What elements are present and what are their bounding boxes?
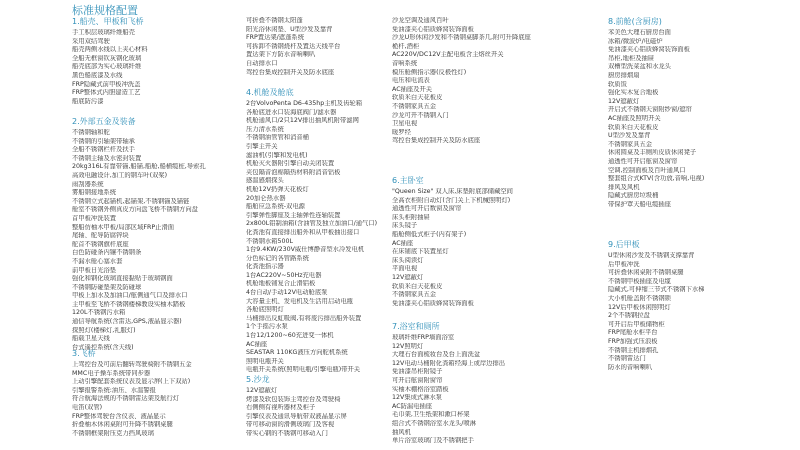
- list-item: 化粪池有直接排出船外和从甲板抽出接口: [246, 228, 360, 236]
- section-title-hull: 1.船壳、甲板和飞桥: [72, 17, 144, 26]
- list-item: AC插座及开关: [392, 85, 433, 93]
- list-item: 免油漆夹心铝质蜂窝装饰面板: [608, 46, 690, 54]
- list-item: 12V照明灯: [392, 342, 424, 350]
- list-item: 卫星电视: [392, 120, 418, 128]
- list-item: 防水的音响喇叭: [608, 363, 653, 371]
- list-item: 不漏水舱心塞水套: [72, 257, 123, 265]
- list-item: 暖罗经: [392, 128, 411, 136]
- list-item: 开启式不锈钢天窗附纱窗/遮帘: [608, 106, 692, 114]
- list-item: 机舱通风口/2只12V排出抽风机附带滤网: [246, 117, 359, 125]
- page-title: 标准规格配置: [72, 4, 138, 17]
- list-item: 1个手摇污水泵: [246, 323, 288, 331]
- list-item: 12V集成式淋水泵: [392, 394, 443, 402]
- list-item: 冰箱/微波炉/电磁炉: [608, 37, 663, 45]
- list-item: 滤油机(引擎和发电机): [246, 151, 308, 159]
- list-item: 12V后甲板休闲照明灯: [608, 303, 671, 311]
- list-item: 全船无框窗钦灰钢化玻璃: [72, 54, 142, 62]
- list-item: 软质米白天花板皮: [392, 94, 443, 102]
- list-item: 雨刮器系统: [72, 180, 104, 188]
- section-title-engine: 4.机舱及舱底: [246, 88, 294, 97]
- list-item: 船底防污漆: [72, 97, 104, 105]
- list-item: 全高衣柜附自动灯(含门关上下机械照明灯): [392, 196, 511, 204]
- list-item: 电笛(双管): [72, 403, 103, 411]
- list-item: 音响系统: [392, 59, 418, 67]
- list-item: 12V遮蔽灯: [608, 97, 640, 105]
- list-item: 桅杆,酒柜: [392, 42, 420, 50]
- list-item: 免油漆夹心铝质蜂窝装饰面板: [392, 299, 474, 307]
- list-item: MMC电子操车系统带同步器: [72, 369, 151, 377]
- list-item: 沙龙可开不锈钢入门: [392, 111, 449, 119]
- list-item: 整船仿柚木甲板/局部区域FRP止滑面: [72, 223, 175, 231]
- list-bath: [392, 334, 505, 446]
- list-item: 阳光浴休闲垫、U型沙发及靠背: [246, 25, 333, 33]
- list-item: 免油漆夹心铝质蜂窝装饰面板: [392, 25, 474, 33]
- list-item: 可折叠不锈钢太阳蓬: [246, 17, 303, 24]
- list-item: 带保护罩天船电缆插座: [608, 200, 671, 208]
- list-item: 模压舱侧指示器(反极性灯): [392, 68, 467, 76]
- list-item: 符合航海法规的不锈钢雷达架及航行灯: [72, 395, 180, 403]
- list-item: 上动引擎配套系统仪表及显示屏(上下双站): [72, 378, 191, 386]
- list-item: 机舱12V扔弹天花板灯: [246, 185, 309, 193]
- list-item: 手工积层玻璃纤维船壳: [72, 29, 135, 36]
- list-item: 电压和电流表: [392, 77, 430, 85]
- list-item: 2个不锈钢拉盘: [608, 312, 650, 320]
- list-item: 高效电融设计,加工的钢车叶(双桨): [72, 171, 168, 179]
- list-item: 不锈钢家具五金: [392, 291, 437, 299]
- list-item: 可拆卸不锈钢烧杆及置达天线平台: [246, 42, 341, 50]
- list-item: 探照灯(楼梯灯,礼服灯): [72, 326, 136, 334]
- list-item: 1台12/1200~60充进变一体机: [246, 332, 334, 340]
- list-item: 大容量主机、发电机及生活用启动电瓶: [246, 297, 354, 305]
- list-item: 沙龙U形休闲沙发和不锈钢桌脚茶几,附可升降底座: [392, 34, 531, 42]
- list-item: 毛巾架,卫生纸架和漱口杯架: [392, 411, 470, 419]
- list-item: 组合式不锈钢浴室水龙头/喷淋: [392, 419, 476, 427]
- list-item: 沙龙空调及通风百叶: [392, 17, 449, 24]
- list-item: 吊柜,地柜及抽屉: [608, 54, 655, 62]
- list-item: 隐藏式厨房垃圾桶: [608, 192, 659, 200]
- list-item: "Queen Size" 双人床,床垫附底部储藏空间: [392, 188, 513, 195]
- list-item: 厨房排烟扇: [608, 71, 640, 79]
- list-item: 分色标记的各管路系统: [246, 254, 309, 262]
- list-hardware: [72, 129, 206, 352]
- list-item: 实柚木棚格浴室踏板: [392, 385, 449, 393]
- list-item: 白色防碰条内镶不锈钢条: [72, 249, 142, 257]
- list-item: 20加仑热水器: [246, 194, 286, 202]
- list-item: FRP整体式内胆建造工艺: [72, 89, 141, 97]
- list-item: 感温感烟探头: [246, 177, 284, 185]
- list-item: 驾控台集成控制开关及防水底座: [392, 137, 481, 145]
- list-item: 玻璃纤维FRP墙面浴室: [392, 334, 455, 341]
- list-item: 免油漆吊柜附镜子: [392, 368, 443, 376]
- list-item: 双槽型洗菜盆和水龙头: [608, 63, 671, 71]
- list-item: 主甲板至飞桥不锈钢楼梯教设实柚木踏板: [72, 300, 186, 308]
- list-item: SEASTAR 110KG液压方向舵机系统: [246, 349, 348, 357]
- list-item: 驾控台集成控制开关及防水底座: [246, 68, 335, 76]
- list-item: 烤漆及软包装饰主驾控台及驾驶椅: [246, 395, 341, 403]
- list-item: 不锈钢的引轴架带轴承: [72, 137, 135, 145]
- list-item: 全船不锈钢栏杆及扶手: [72, 146, 135, 154]
- list-item: 平面电视: [392, 265, 418, 273]
- list-item: 2x800L铝制油箱(含油管及独立加油口/通气口): [246, 220, 378, 228]
- list-item: 软质米白天花板皮: [608, 123, 659, 131]
- list-item: 引擎弹性脚座及主轴弹性连轴装置: [246, 211, 341, 219]
- list-item: 软质饭: [608, 80, 627, 88]
- list-item: 马桶排出反虹吸阀,有将废污排出船外装置: [246, 314, 362, 322]
- list-item: 引擎报警系统:油压、水温警报: [72, 386, 156, 394]
- list-item: AC插座: [392, 239, 414, 247]
- list-item: FRP尾舱水柜平台: [608, 329, 658, 337]
- list-item: 床头柜附抽屉: [392, 213, 430, 221]
- list-item: 各舱底照明灯: [246, 306, 284, 314]
- list-item: AC防漏电插座: [392, 402, 433, 410]
- list-item: 折叠柚木休闲桌附可升降不锈钢桌腿: [72, 421, 173, 429]
- list-item: 空调,控制面板及百叶通风口: [608, 166, 686, 174]
- list-aft: [608, 252, 704, 372]
- section-title-saloon: 5.沙龙: [246, 375, 270, 384]
- list-item: 舵首不锈钢旗杆底座: [72, 240, 129, 248]
- list-item: 1台9.4KW/230V威仕博静音型水冷发电机: [246, 246, 365, 254]
- list-item: 引擎主开关: [246, 142, 278, 150]
- list-item: 前甲板日光浴垫: [72, 266, 117, 274]
- list-item: 置达架下方防水音响喇叭: [246, 51, 316, 59]
- list-item: 黑色船底漆及水线: [72, 71, 123, 79]
- list-item: FRP隐藏式前甲板冲洗盖: [72, 80, 141, 88]
- list-item: 不锈钢框架附压克力挡风玻璃: [72, 429, 154, 437]
- list-item: 机舱灭火器附引擎自动关闭装置: [246, 160, 335, 168]
- list-item: 可开启舷窗附窗帘: [392, 376, 443, 384]
- list-saloon: [246, 387, 347, 439]
- list-item: 不锈钢油管管和消音桶: [246, 134, 309, 142]
- list-item: U型休闲沙发及不锈钢支撑靠背: [608, 252, 695, 259]
- list-saloon-continued: [392, 17, 531, 146]
- list-item: 不锈钢雷达门: [608, 355, 646, 363]
- list-hull: [72, 29, 148, 106]
- list-item: 12V遮蔽灯: [246, 387, 278, 394]
- list-item: 上驾控台及可前后翻转驾驶椅附不锈钢五金: [72, 361, 192, 368]
- list-item: 1台AC220V~50Hz充电器: [246, 271, 322, 279]
- list-item: 台式遥控系统(含天线): [72, 343, 134, 351]
- list-item: 120L不锈钢污水箱: [72, 309, 126, 317]
- list-master: [392, 188, 513, 308]
- section-title-master: 6.主卧室: [392, 176, 424, 185]
- list-item: 床头阅读灯: [392, 256, 424, 264]
- list-item: 4台自动/手动12V电动舱底泵: [246, 289, 328, 297]
- list-item: 在床铺底下装置星灯: [392, 248, 449, 256]
- list-item: 强化和钢化玻璃直接黏贴于玻璃钢面: [72, 275, 173, 283]
- list-item: 强化实木复合地板: [608, 89, 659, 97]
- list-flybridge-continued: [246, 17, 340, 77]
- list-item: 通透性可开启数窗及窗帘: [392, 205, 462, 213]
- list-item: 不锈钢主轴及水密封装置: [72, 154, 142, 162]
- list-item: 各舱底进水口装海底阀门/滤水器: [246, 108, 337, 116]
- list-item: 单片浴室玻璃门及不锈钢把手: [392, 437, 474, 445]
- list-item: 右侧侧有视听器材及柜子: [246, 404, 316, 412]
- list-item: 船壳底部为实心玻璃纤维: [72, 63, 142, 71]
- list-item: 照明电瓶开关: [246, 357, 284, 365]
- list-item: 船舶应急系统-双电源: [246, 203, 305, 211]
- list-item: 化粪池指示器: [246, 263, 284, 271]
- list-item: 采用双结驾驶: [72, 37, 110, 45]
- list-engine: [246, 100, 377, 375]
- list-item: 首甲板冲洗装置: [72, 214, 117, 222]
- list-item: 2台VolvoPenta D6-435hp主机及齿轮箱: [246, 100, 362, 107]
- list-item: 不锈钢甲板插座及电缆: [608, 277, 671, 285]
- section-title-forward: 8.前舱(含厨房): [608, 17, 662, 26]
- list-forward: [608, 29, 704, 209]
- list-item: 引擎仪表及通讯导航带双液晶显示屏: [246, 412, 347, 420]
- list-item: 雾船钢接地系统: [72, 189, 117, 197]
- list-item: 隐藏式,可伸缩三节式不锈钢下水梯: [608, 286, 705, 294]
- list-item: 不锈钢主机排烟孔: [608, 346, 659, 354]
- section-title-hardware: 2.外部五金及装备: [72, 117, 136, 126]
- list-item: 自动排水口: [246, 59, 278, 67]
- list-item: FRP加强式压浪板: [608, 337, 658, 345]
- list-item: 抽风机: [392, 428, 411, 436]
- section-title-aft: 9.后甲板: [608, 240, 640, 249]
- list-item: 通信导航系统(含雷达,GPS,液晶显示器): [72, 318, 182, 326]
- list-item: 带可移动窗的滑侧玻璃门及客视: [246, 421, 335, 429]
- section-title-bath: 7.浴室和厕所: [392, 322, 440, 331]
- list-item: 后甲板冲洗: [608, 260, 640, 268]
- list-item: 可折叠休闲桌附不锈钢桌腿: [608, 269, 684, 277]
- list-item: 不锈钢水箱500L: [246, 237, 294, 245]
- list-item: FRP整体驾驶台含仪表、液晶显示: [72, 412, 166, 420]
- list-item: 12V遮蔽灯: [392, 273, 424, 281]
- list-item: 软质米白天花板皮: [392, 282, 443, 290]
- list-item: 12V电动马桶附化粪箱经海上或岸边排出: [392, 359, 506, 367]
- list-item: AC插座及照明开关: [608, 114, 661, 122]
- list-item: 电瓶开关系统(照明电瓶/引擎电瓶)带开关: [246, 366, 361, 374]
- list-item: 20kg316L有靠带锚,船锚,船舱,船横缆桩,导索孔: [72, 163, 206, 171]
- list-item: 不锈钢家具五金: [608, 140, 653, 148]
- list-item: 机舱地板铺复合止滑铝板: [246, 280, 316, 288]
- list-item: AC220V/DC12V主配电板含主熔丝开关: [392, 51, 504, 59]
- list-item: 不锈钢轴和舵: [72, 129, 110, 136]
- list-item: 不锈钢防碰垫架及防碰球: [72, 283, 142, 291]
- list-item: 甲板上加水及加油口/舷侧通气口及排水口: [72, 292, 188, 300]
- list-item: 尾轴、舵导防腐锌块: [72, 232, 129, 240]
- list-item: 通透性可开启舷窗及窗帘: [608, 157, 678, 165]
- list-item: 船壳两侧水线以上夹心材料: [72, 46, 148, 54]
- list-item: 压力清水系统: [246, 125, 284, 133]
- list-item: 夹包隔音泡棉隔热材料附消音钻板: [246, 168, 341, 176]
- list-item: 床头镜子: [392, 222, 418, 230]
- list-item: U型沙发及靠背: [608, 132, 651, 140]
- list-item: 带实心钢的不锈钢可移动入门: [246, 429, 328, 437]
- list-item: 船载卫星天线: [72, 335, 110, 343]
- list-item: 不锈钢家具五金: [392, 102, 437, 110]
- list-item: AC插座: [246, 340, 268, 348]
- list-item: 整套组合式KTV(含功放,音响,电视): [608, 175, 705, 183]
- list-item: 休闲圆桌及丰厕所皮质休闲凳子: [608, 149, 697, 157]
- list-item: 可开启后甲板储物柜: [608, 320, 665, 328]
- section-title-flybridge: 3.飞桥: [72, 349, 96, 358]
- list-item: 大理石台面梳妆台及台上面洗盆: [392, 351, 481, 359]
- list-item: 大小机舱盖附不锈钢锁: [608, 294, 671, 302]
- list-item: 不锈钢立式起锚机,起锚架,不锈钢锚及锚链: [72, 197, 190, 205]
- list-item: FRP置达架/遮蓬系统: [246, 34, 304, 42]
- list-item: 舱室不锈钢外侧真皮方向盘飞桥不锈钢方向盘: [72, 206, 198, 214]
- list-item: 船舱侧低式柜子(内有架子): [392, 230, 467, 238]
- list-flybridge: [72, 361, 192, 438]
- list-item: 排风及风机: [608, 183, 640, 191]
- list-item: 苯美色大理石厨房台面: [608, 29, 671, 36]
